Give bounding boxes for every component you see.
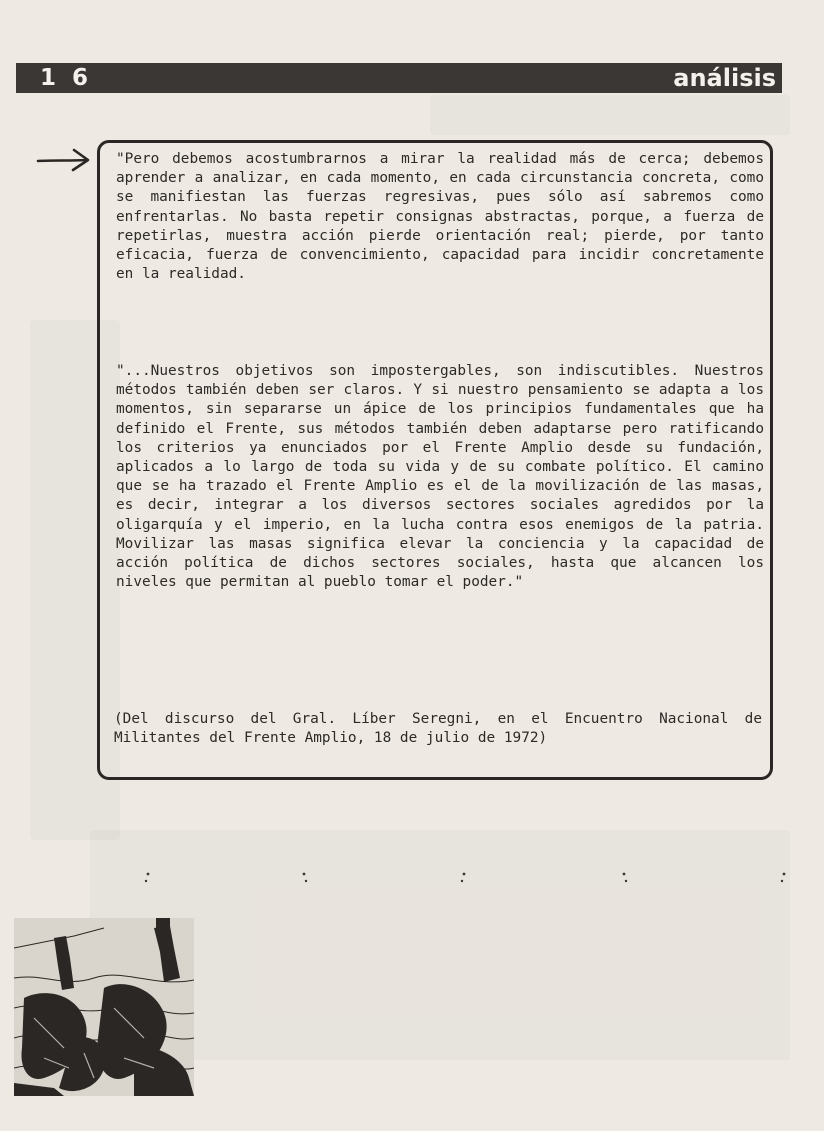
header-bar bbox=[16, 63, 782, 93]
show-through-block bbox=[430, 95, 790, 135]
section-label: análisis bbox=[673, 64, 776, 92]
soldiers-engraving-illustration bbox=[14, 918, 194, 1096]
page-number: 1 6 bbox=[40, 65, 93, 91]
quote-paragraph-1: "Pero debemos acostumbrarnos a mirar la realidad más de cerca; debemos aprender a analizar, en cada momento, en cada circunstancia concreta, como se manifiestan las fuerzas regresivas, pues sólo así sabremos como enfrentarlas. No basta repetir consignas abstractas, porque, a fuerza de repetirlas, muestra acción pierde orientación real; pierde, por tanto eficacia, fuerza de convencimiento, capacidad para incidir concretamente en la realidad. bbox=[116, 151, 764, 283]
quote-attribution: (Del discurso del Gral. Líber Seregni, en el Encuentro Nacional de Militantes del Frente Amplio, 18 de julio de 1972) bbox=[114, 711, 762, 747]
hand-drawn-arrow-icon bbox=[36, 146, 92, 174]
show-through-block bbox=[90, 830, 790, 1060]
decorative-dots bbox=[120, 868, 800, 888]
quote-paragraph-2: "...Nuestros objetivos son impostergables, son indiscutibles. Nuestros métodos también deben ser claros. Y si nuestro pensamiento se adapta a los momentos, sin separarse un ápice de los principios fundamentales que ha definido el Frente, sus métodos también deben adaptarse pero ratificando los criterios ya enunciados por el Frente Amplio desde su fundación, aplicados a lo largo de toda su vida y de su combate político. El camino que se ha trazado el Frente Amplio es el de la movilización de las masas, es decir, integrar a los diversos sectores sociales agredidos por la oligarquía y el imperio, en la lucha contra esos enemigos de la patria. Movilizar las masas significa elevar la conciencia y la capacidad de acción política de dichos sectores sociales, hasta que alcancen los niveles que permitan al pueblo tomar el poder." bbox=[116, 363, 764, 591]
